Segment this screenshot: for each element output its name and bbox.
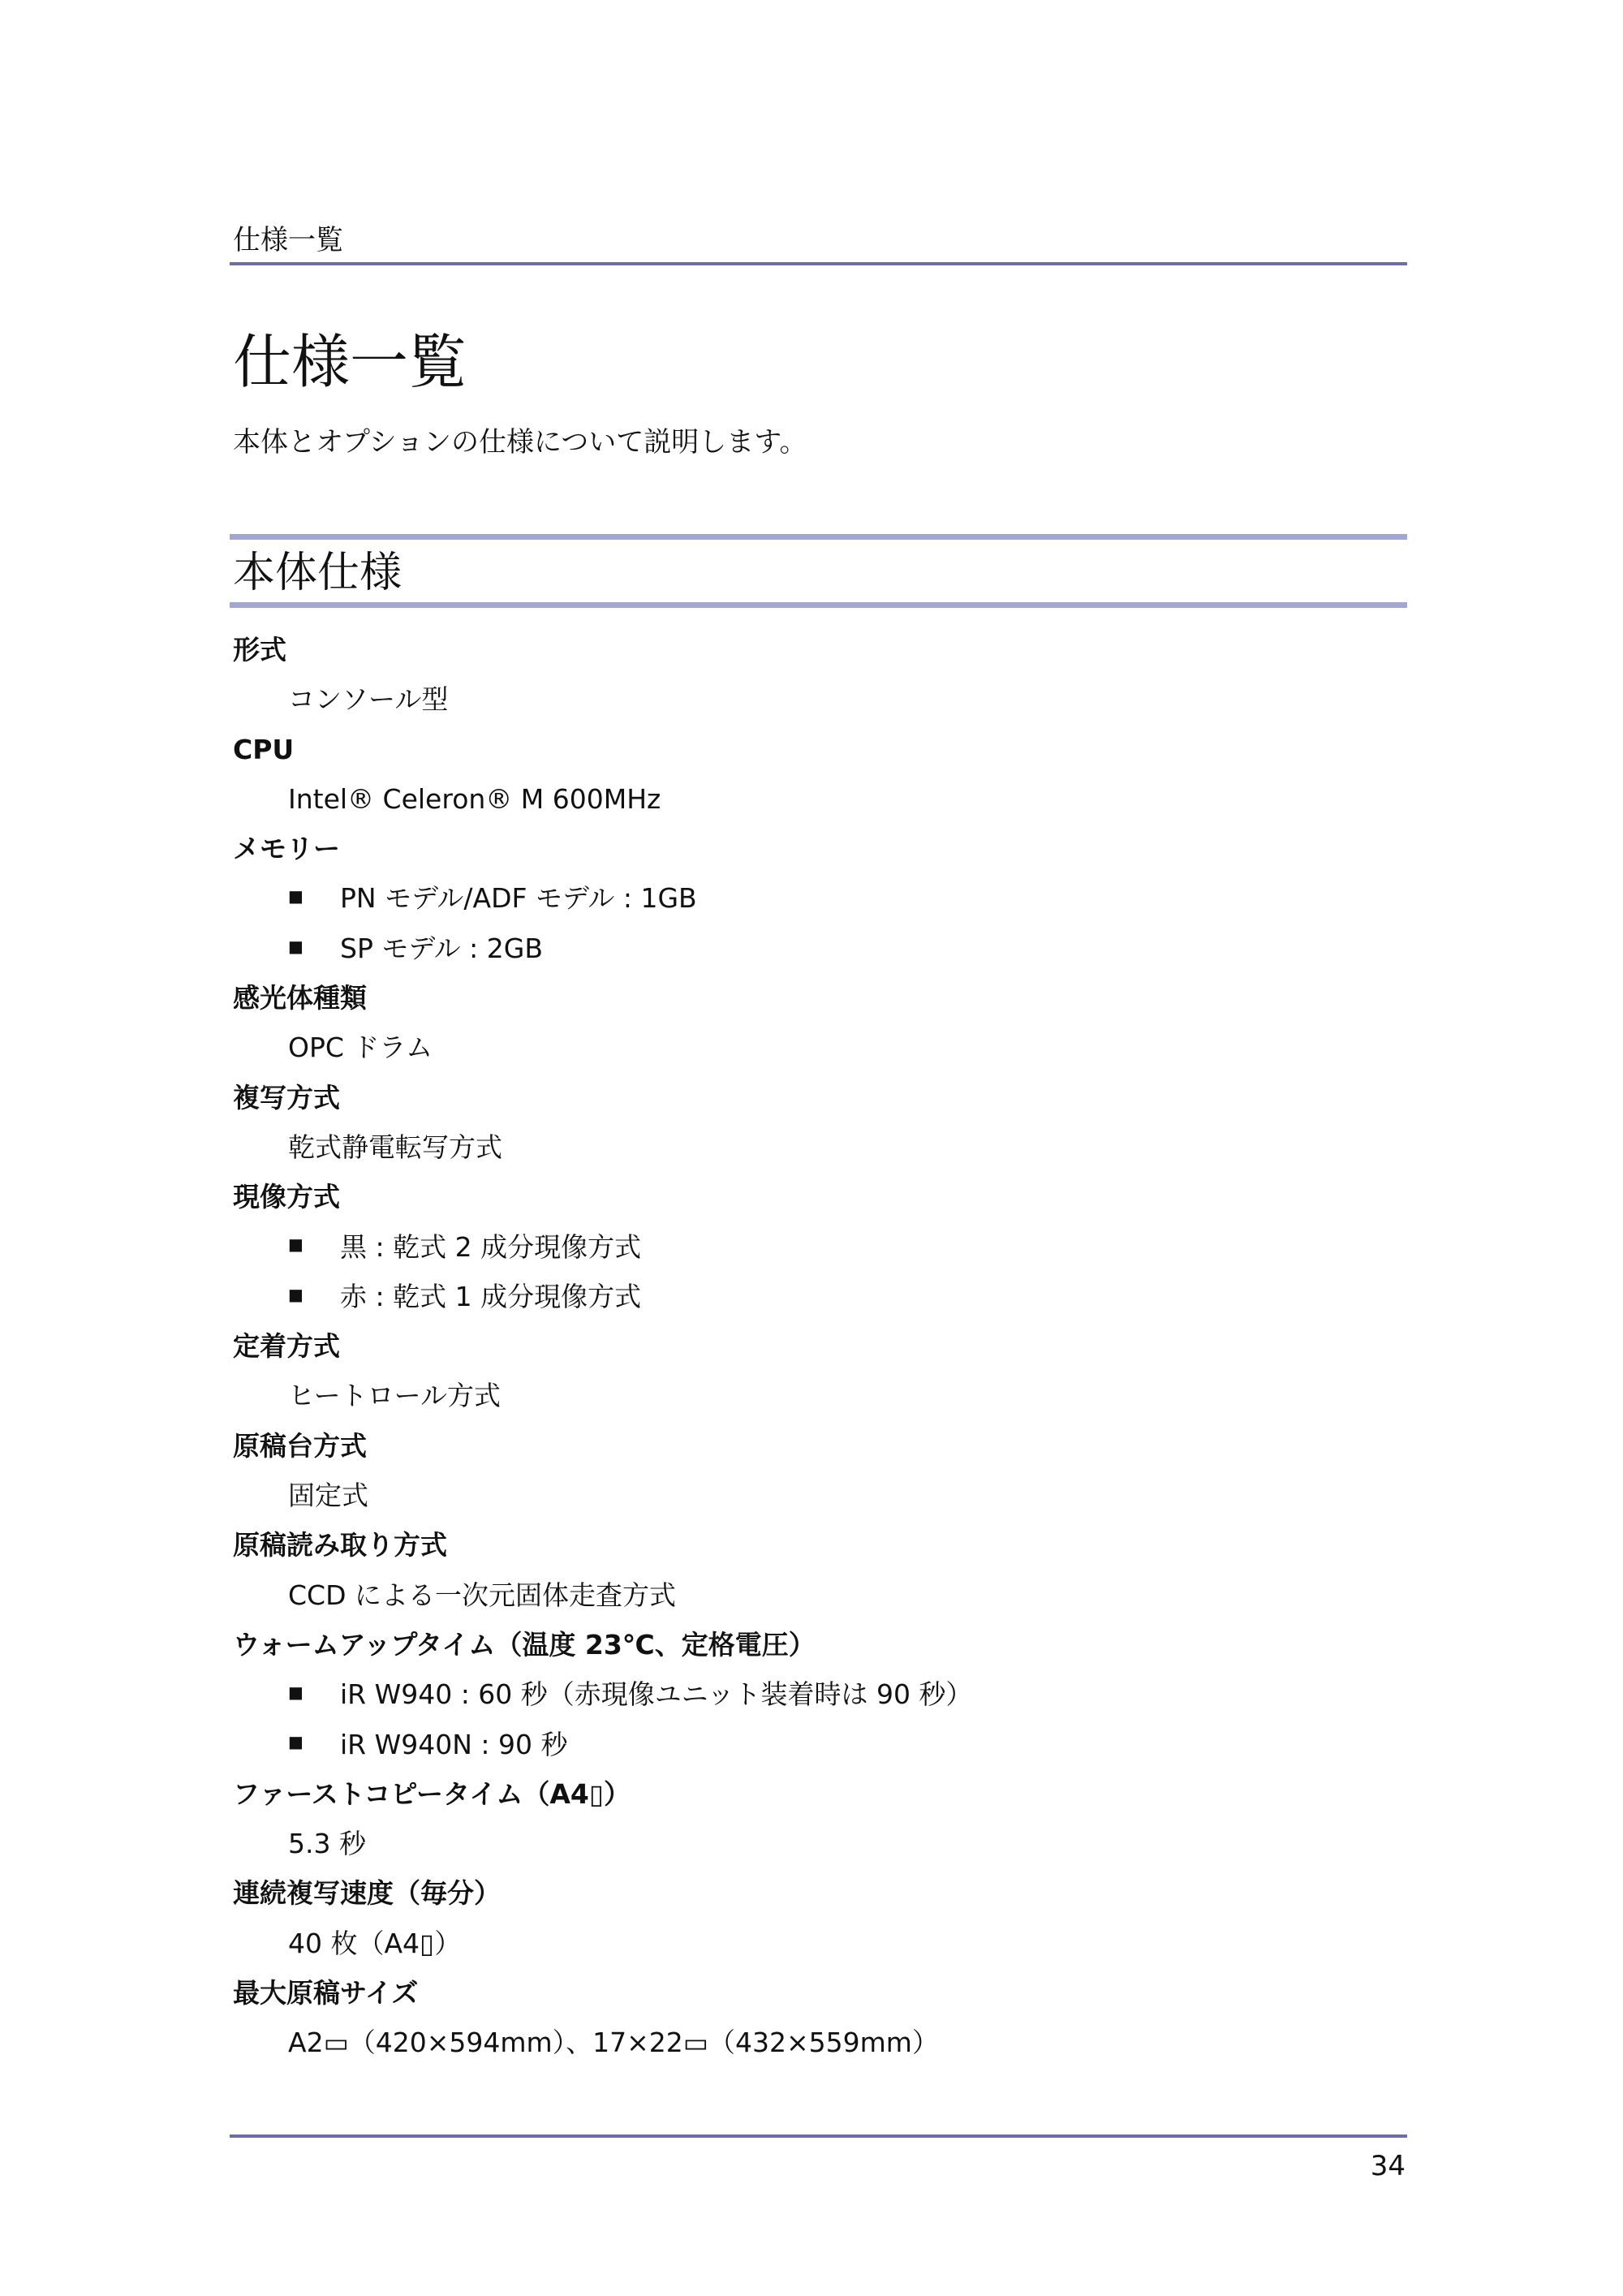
section-rule-top (230, 534, 1407, 540)
spec-value: コンソール型 (288, 683, 449, 716)
spec-term: 原稿読み取り方式 (233, 1529, 447, 1562)
header-rule (230, 262, 1407, 265)
spec-value: ヒートロール方式 (288, 1380, 502, 1412)
spec-term: 感光体種類 (233, 982, 367, 1014)
bullet-icon: ■ (288, 1732, 304, 1752)
spec-bullet-text: SP モデル : 2GB (340, 932, 543, 964)
spec-bullet-text: iR W940 : 60 秒（赤現像ユニット装着時は 90 秒） (340, 1678, 973, 1711)
spec-value: OPC ドラム (288, 1032, 433, 1064)
footer-rule (230, 2134, 1407, 2138)
spec-bullet-item (233, 873, 1401, 923)
spec-term: CPU (233, 733, 295, 765)
bullet-icon: ■ (288, 886, 304, 907)
spec-bullet-item (233, 1669, 1401, 1719)
spec-term: 複写方式 (233, 1081, 340, 1114)
spec-bullet-item (233, 1222, 1401, 1272)
bullet-icon: ■ (288, 1234, 304, 1255)
spec-term: 形式 (233, 634, 286, 666)
section-title: 本体仕様 (233, 549, 403, 597)
spec-value: 40 枚（A4▯） (288, 1927, 462, 1959)
spec-value: 5.3 秒 (288, 1828, 366, 1860)
spec-list (233, 625, 1401, 2068)
spec-bullet-text: iR W940N : 90 秒 (340, 1728, 568, 1760)
page-number: 34 (1370, 2150, 1406, 2182)
spec-value: A2▭（420×594mm）、17×22▭（432×559mm） (288, 2027, 939, 2059)
intro-text: 本体とオプションの仕様について説明します。 (233, 426, 807, 459)
spec-bullet-item (233, 1272, 1401, 1321)
spec-term: ウォームアップタイム（温度 23℃、定格電圧） (233, 1628, 816, 1661)
section-rule-bottom (230, 602, 1407, 608)
spec-value: Intel® Celeron® M 600MHz (288, 782, 661, 815)
bullet-icon: ■ (288, 936, 304, 956)
spec-bullet-item (233, 1720, 1401, 1769)
running-header: 仕様一覧 (233, 224, 343, 256)
spec-term: 現像方式 (233, 1181, 340, 1213)
spec-term: 原稿台方式 (233, 1429, 367, 1462)
spec-term: 最大原稿サイズ (233, 1977, 419, 2010)
spec-value: 乾式静電転写方式 (288, 1131, 502, 1163)
spec-value: CCD による一次元固体走査方式 (288, 1579, 676, 1611)
spec-bullet-text: 赤 : 乾式 1 成分現像方式 (340, 1280, 642, 1312)
spec-bullet-item (233, 924, 1401, 973)
bullet-icon: ■ (288, 1284, 304, 1304)
spec-value: 固定式 (288, 1480, 368, 1512)
page-title: 仕様一覧 (233, 328, 467, 396)
spec-bullet-text: PN モデル/ADF モデル : 1GB (340, 882, 697, 915)
spec-term: 連続複写速度（毎分） (233, 1877, 501, 1910)
spec-term: 定着方式 (233, 1330, 340, 1363)
spec-bullet-text: 黒 : 乾式 2 成分現像方式 (340, 1230, 642, 1263)
spec-term: メモリー (233, 833, 340, 865)
bullet-icon: ■ (288, 1682, 304, 1703)
spec-term: ファーストコピータイム（A4▯） (233, 1777, 631, 1810)
